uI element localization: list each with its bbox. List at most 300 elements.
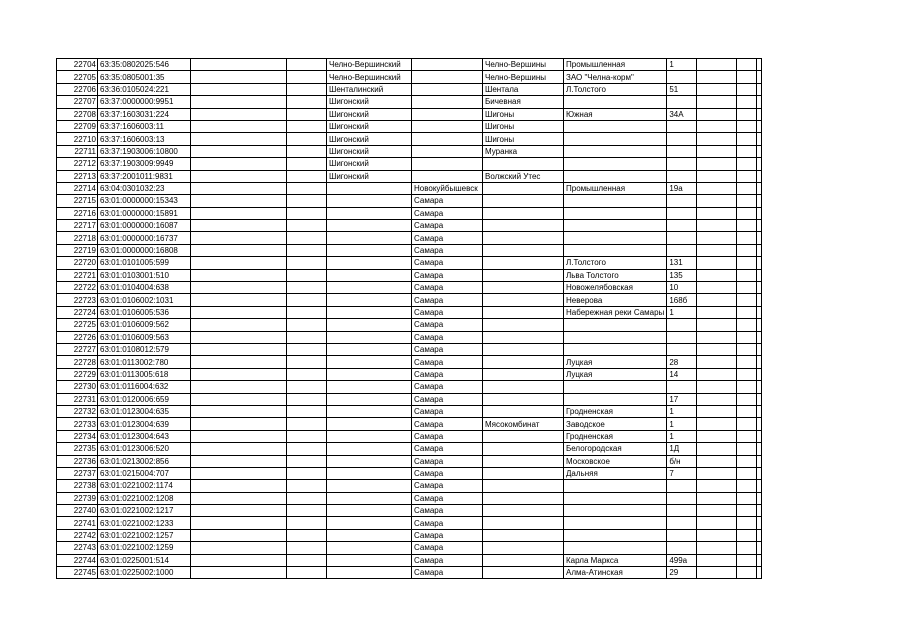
cell-house: 1	[667, 306, 697, 318]
cell-locality	[483, 343, 564, 355]
cell-cadastral-number: 63:01:0221002:1208	[98, 492, 191, 504]
cell-street	[564, 343, 667, 355]
cell-empty	[757, 83, 762, 95]
cell-empty	[737, 542, 757, 554]
cell-empty	[757, 71, 762, 83]
cell-cadastral-number: 63:01:0108012:579	[98, 343, 191, 355]
cell-district	[327, 554, 412, 566]
cell-empty	[757, 455, 762, 467]
cell-locality	[483, 182, 564, 194]
cell-city: Самара	[412, 381, 483, 393]
cell-cadastral-number: 63:01:0000000:16737	[98, 232, 191, 244]
cell-empty	[697, 158, 737, 170]
cell-cadastral-number: 63:01:0106005:536	[98, 306, 191, 318]
cell-row-number: 22740	[57, 505, 98, 517]
cell-house: 1Д	[667, 443, 697, 455]
cell-cadastral-number: 63:01:0225002:1000	[98, 567, 191, 579]
cell-street	[564, 505, 667, 517]
cell-empty	[757, 269, 762, 281]
cell-district	[327, 244, 412, 256]
cell-empty	[191, 430, 287, 442]
cell-empty	[697, 170, 737, 182]
cell-cadastral-number: 63:01:0000000:16087	[98, 220, 191, 232]
cell-empty	[757, 306, 762, 318]
table-row	[57, 120, 762, 132]
cell-locality: Шентала	[483, 83, 564, 95]
cell-row-number: 22742	[57, 529, 98, 541]
cell-locality	[483, 232, 564, 244]
cell-empty	[737, 71, 757, 83]
cell-empty	[697, 120, 737, 132]
cell-empty	[697, 505, 737, 517]
cell-locality	[483, 393, 564, 405]
cell-empty	[191, 467, 287, 479]
cell-locality	[483, 220, 564, 232]
cell-city: Самара	[412, 306, 483, 318]
cell-empty	[757, 430, 762, 442]
cell-city: Самара	[412, 492, 483, 504]
cell-house	[667, 343, 697, 355]
cell-empty	[697, 108, 737, 120]
cell-house	[667, 529, 697, 541]
table-row	[57, 59, 762, 71]
cell-empty	[697, 467, 737, 479]
cell-house: 168б	[667, 294, 697, 306]
table-row	[57, 517, 762, 529]
cell-empty	[757, 492, 762, 504]
cell-empty	[757, 480, 762, 492]
cell-cadastral-number: 63:37:1903006:10800	[98, 145, 191, 157]
cell-empty	[737, 368, 757, 380]
cell-cadastral-number: 63:01:0221002:1257	[98, 529, 191, 541]
cell-district	[327, 232, 412, 244]
cell-empty	[697, 542, 737, 554]
cell-street: Луцкая	[564, 356, 667, 368]
cell-house	[667, 331, 697, 343]
cell-city: Самара	[412, 331, 483, 343]
cell-empty	[757, 405, 762, 417]
cell-district	[327, 492, 412, 504]
cell-cadastral-number: 63:01:0215004:707	[98, 467, 191, 479]
cell-empty	[737, 207, 757, 219]
table-row	[57, 542, 762, 554]
cell-street	[564, 207, 667, 219]
cell-empty	[287, 59, 327, 71]
cell-empty	[757, 294, 762, 306]
cell-empty	[737, 405, 757, 417]
cell-street	[564, 145, 667, 157]
cell-district	[327, 269, 412, 281]
cell-city: Самара	[412, 405, 483, 417]
cell-empty	[697, 282, 737, 294]
cell-empty	[757, 443, 762, 455]
cell-empty	[697, 430, 737, 442]
cell-district: Шигонский	[327, 96, 412, 108]
cell-cadastral-number: 63:01:0221002:1174	[98, 480, 191, 492]
cell-district	[327, 430, 412, 442]
cell-district	[327, 393, 412, 405]
cell-row-number: 22738	[57, 480, 98, 492]
cell-empty	[737, 343, 757, 355]
cell-empty	[757, 232, 762, 244]
cell-locality	[483, 244, 564, 256]
cell-row-number: 22728	[57, 356, 98, 368]
cell-street: Льва Толстого	[564, 269, 667, 281]
cell-empty	[737, 133, 757, 145]
table-row	[57, 455, 762, 467]
cell-cadastral-number: 63:37:0000000:9951	[98, 96, 191, 108]
table-row	[57, 505, 762, 517]
cell-empty	[287, 145, 327, 157]
cell-empty	[191, 542, 287, 554]
cell-district: Шигонский	[327, 158, 412, 170]
cell-house	[667, 232, 697, 244]
cell-empty	[737, 83, 757, 95]
cell-row-number: 22709	[57, 120, 98, 132]
cell-cadastral-number: 63:01:0000000:15891	[98, 207, 191, 219]
cell-row-number: 22730	[57, 381, 98, 393]
cell-district	[327, 467, 412, 479]
cell-empty	[191, 319, 287, 331]
cell-empty	[737, 108, 757, 120]
cell-cadastral-number: 63:01:0101005:599	[98, 257, 191, 269]
cell-locality: Шигоны	[483, 120, 564, 132]
cell-empty	[287, 96, 327, 108]
cell-empty	[697, 71, 737, 83]
table-row	[57, 257, 762, 269]
cell-empty	[287, 170, 327, 182]
cell-empty	[757, 59, 762, 71]
cell-empty	[737, 517, 757, 529]
cell-empty	[757, 517, 762, 529]
cell-city: Самара	[412, 257, 483, 269]
cell-empty	[697, 319, 737, 331]
cell-empty	[191, 393, 287, 405]
cell-empty	[697, 294, 737, 306]
cell-house	[667, 133, 697, 145]
cell-locality	[483, 356, 564, 368]
cell-empty	[697, 269, 737, 281]
cell-empty	[287, 294, 327, 306]
table-row	[57, 71, 762, 83]
cell-row-number: 22720	[57, 257, 98, 269]
cell-empty	[757, 158, 762, 170]
cell-house: 19а	[667, 182, 697, 194]
cell-city: Самара	[412, 567, 483, 579]
cell-empty	[287, 418, 327, 430]
table-row	[57, 282, 762, 294]
cell-empty	[287, 83, 327, 95]
cell-house: 28	[667, 356, 697, 368]
cell-district: Шигонский	[327, 133, 412, 145]
cell-empty	[191, 517, 287, 529]
cell-empty	[757, 96, 762, 108]
cell-city: Самара	[412, 517, 483, 529]
cell-row-number: 22726	[57, 331, 98, 343]
cell-cadastral-number: 63:01:0106002:1031	[98, 294, 191, 306]
cell-street	[564, 393, 667, 405]
cell-house	[667, 158, 697, 170]
cell-house	[667, 517, 697, 529]
cell-empty	[737, 195, 757, 207]
cell-empty	[287, 207, 327, 219]
cell-empty	[287, 567, 327, 579]
cell-locality: Бичевная	[483, 96, 564, 108]
cell-street: Гродненская	[564, 405, 667, 417]
cell-empty	[737, 158, 757, 170]
cell-empty	[287, 108, 327, 120]
cell-row-number: 22712	[57, 158, 98, 170]
cell-district: Шигонский	[327, 120, 412, 132]
cell-empty	[287, 517, 327, 529]
cell-empty	[737, 145, 757, 157]
cell-city: Самара	[412, 443, 483, 455]
cell-empty	[697, 331, 737, 343]
cell-row-number: 22716	[57, 207, 98, 219]
cell-row-number: 22729	[57, 368, 98, 380]
cell-cadastral-number: 63:37:1606003:13	[98, 133, 191, 145]
cell-house: 1	[667, 418, 697, 430]
cell-city	[412, 71, 483, 83]
cell-cadastral-number: 63:35:0802025:546	[98, 59, 191, 71]
cell-empty	[287, 405, 327, 417]
cell-street	[564, 158, 667, 170]
cell-street: Л.Толстого	[564, 257, 667, 269]
cell-empty	[287, 120, 327, 132]
cell-house	[667, 492, 697, 504]
cell-district	[327, 505, 412, 517]
table-row	[57, 529, 762, 541]
cell-district	[327, 529, 412, 541]
cell-row-number: 22741	[57, 517, 98, 529]
cell-city: Самара	[412, 430, 483, 442]
cell-street: ЗАО "Челна-корм"	[564, 71, 667, 83]
cell-empty	[737, 319, 757, 331]
cell-cadastral-number: 63:35:0805001:35	[98, 71, 191, 83]
cell-city	[412, 59, 483, 71]
cell-empty	[287, 492, 327, 504]
cell-locality	[483, 529, 564, 541]
table-row	[57, 343, 762, 355]
cell-house: 17	[667, 393, 697, 405]
cell-city: Самара	[412, 368, 483, 380]
cell-cadastral-number: 63:37:1903009:9949	[98, 158, 191, 170]
cell-empty	[757, 343, 762, 355]
cell-cadastral-number: 63:01:0106009:563	[98, 331, 191, 343]
cell-cadastral-number: 63:01:0104004:638	[98, 282, 191, 294]
cell-locality	[483, 331, 564, 343]
table-row	[57, 83, 762, 95]
cell-empty	[737, 554, 757, 566]
cell-empty	[737, 232, 757, 244]
cell-empty	[191, 443, 287, 455]
cell-house	[667, 170, 697, 182]
cell-city: Самара	[412, 319, 483, 331]
cell-empty	[191, 331, 287, 343]
cell-empty	[191, 505, 287, 517]
cell-empty	[287, 269, 327, 281]
cell-empty	[697, 529, 737, 541]
cell-empty	[287, 282, 327, 294]
cell-city: Самара	[412, 480, 483, 492]
cell-row-number: 22708	[57, 108, 98, 120]
cell-city: Новокуйбышевск	[412, 182, 483, 194]
table-row	[57, 480, 762, 492]
cell-empty	[737, 467, 757, 479]
cell-empty	[191, 133, 287, 145]
cell-house	[667, 145, 697, 157]
cell-cadastral-number: 63:04:0301032:23	[98, 182, 191, 194]
table-row	[57, 220, 762, 232]
cell-district: Челно-Вершинский	[327, 59, 412, 71]
cell-city: Самара	[412, 529, 483, 541]
cell-empty	[697, 393, 737, 405]
cell-empty	[697, 381, 737, 393]
cell-empty	[757, 467, 762, 479]
cell-empty	[287, 343, 327, 355]
cell-city	[412, 170, 483, 182]
cell-empty	[757, 331, 762, 343]
table-row	[57, 182, 762, 194]
cell-empty	[287, 232, 327, 244]
cell-locality: Челно-Вершины	[483, 71, 564, 83]
table-row	[57, 331, 762, 343]
table-row	[57, 492, 762, 504]
cell-row-number: 22727	[57, 343, 98, 355]
cell-empty	[697, 492, 737, 504]
cell-row-number: 22725	[57, 319, 98, 331]
cell-empty	[737, 529, 757, 541]
cell-cadastral-number: 63:01:0221002:1259	[98, 542, 191, 554]
cell-cadastral-number: 63:37:2001011:9831	[98, 170, 191, 182]
cell-empty	[287, 554, 327, 566]
cell-locality	[483, 480, 564, 492]
cell-empty	[697, 207, 737, 219]
cell-empty	[757, 257, 762, 269]
cell-row-number: 22736	[57, 455, 98, 467]
cell-district	[327, 542, 412, 554]
cell-empty	[737, 492, 757, 504]
cell-empty	[287, 331, 327, 343]
cell-empty	[287, 455, 327, 467]
cell-house: б/н	[667, 455, 697, 467]
table-row	[57, 195, 762, 207]
cell-cadastral-number: 63:01:0123004:639	[98, 418, 191, 430]
cell-empty	[737, 59, 757, 71]
cell-city: Самара	[412, 467, 483, 479]
table-row	[57, 133, 762, 145]
cell-city: Самара	[412, 195, 483, 207]
cell-row-number: 22704	[57, 59, 98, 71]
cell-row-number: 22717	[57, 220, 98, 232]
cell-city: Самара	[412, 232, 483, 244]
cell-row-number: 22707	[57, 96, 98, 108]
cell-row-number: 22713	[57, 170, 98, 182]
cell-district	[327, 480, 412, 492]
cell-cadastral-number: 63:36:0105024:221	[98, 83, 191, 95]
cell-house	[667, 319, 697, 331]
cell-empty	[697, 443, 737, 455]
table-row	[57, 381, 762, 393]
cell-street	[564, 133, 667, 145]
cell-empty	[697, 368, 737, 380]
cell-street	[564, 220, 667, 232]
cell-street	[564, 529, 667, 541]
cell-city: Самара	[412, 393, 483, 405]
cell-empty	[737, 306, 757, 318]
cell-cadastral-number: 63:37:1603031:224	[98, 108, 191, 120]
cell-district	[327, 418, 412, 430]
cell-house	[667, 220, 697, 232]
cell-row-number: 22705	[57, 71, 98, 83]
cell-empty	[737, 567, 757, 579]
cell-house	[667, 244, 697, 256]
cell-city: Самара	[412, 542, 483, 554]
cell-street: Луцкая	[564, 368, 667, 380]
cell-locality	[483, 257, 564, 269]
cell-locality	[483, 368, 564, 380]
cell-cadastral-number: 63:01:0106009:562	[98, 319, 191, 331]
cell-house: 1	[667, 59, 697, 71]
cell-empty	[191, 71, 287, 83]
cell-empty	[697, 257, 737, 269]
cell-empty	[757, 356, 762, 368]
cell-house	[667, 207, 697, 219]
cell-street: Алма-Атинская	[564, 567, 667, 579]
cell-city: Самара	[412, 220, 483, 232]
cell-house: 1	[667, 405, 697, 417]
cell-empty	[737, 356, 757, 368]
cell-street	[564, 517, 667, 529]
cell-street	[564, 195, 667, 207]
cell-city	[412, 83, 483, 95]
cell-empty	[757, 554, 762, 566]
cell-empty	[191, 269, 287, 281]
cell-street: Набережная реки Самары	[564, 306, 667, 318]
cell-city	[412, 96, 483, 108]
cell-row-number: 22721	[57, 269, 98, 281]
cell-empty	[737, 244, 757, 256]
cell-house: 131	[667, 257, 697, 269]
cell-empty	[191, 418, 287, 430]
cell-row-number: 22714	[57, 182, 98, 194]
cell-locality	[483, 381, 564, 393]
cell-city: Самара	[412, 343, 483, 355]
cell-empty	[737, 96, 757, 108]
table-row	[57, 108, 762, 120]
cell-empty	[737, 505, 757, 517]
cell-district	[327, 282, 412, 294]
table-row	[57, 170, 762, 182]
cell-locality: Шигоны	[483, 108, 564, 120]
cell-district	[327, 182, 412, 194]
table-row	[57, 356, 762, 368]
cell-district	[327, 455, 412, 467]
cell-empty	[191, 294, 287, 306]
cell-empty	[287, 71, 327, 83]
cell-empty	[757, 108, 762, 120]
cell-empty	[697, 418, 737, 430]
table-row	[57, 145, 762, 157]
cell-empty	[697, 343, 737, 355]
cell-empty	[757, 282, 762, 294]
table-row	[57, 443, 762, 455]
cell-empty	[737, 182, 757, 194]
cell-empty	[287, 220, 327, 232]
cell-street	[564, 96, 667, 108]
cell-cadastral-number: 63:01:0221002:1217	[98, 505, 191, 517]
table-row	[57, 232, 762, 244]
